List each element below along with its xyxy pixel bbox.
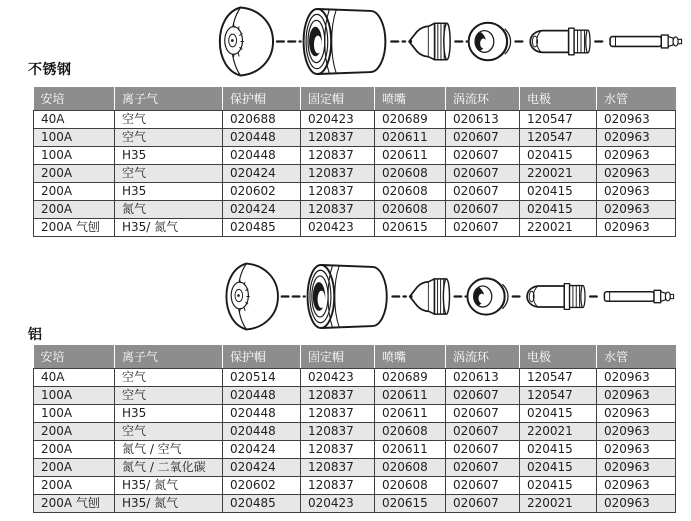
table-cell: 120837	[301, 387, 375, 405]
table-cell: 020415	[520, 201, 597, 219]
table-cell: 020963	[597, 165, 676, 183]
table-cell: 020963	[597, 423, 676, 441]
table-cell: 020611	[375, 405, 446, 423]
table-row	[34, 147, 676, 165]
table-cell: 020448	[223, 405, 301, 423]
table-cell: 020608	[375, 423, 446, 441]
table-cell: 120837	[301, 405, 375, 423]
column-header: 安培	[34, 345, 115, 369]
table-cell: 120837	[301, 165, 375, 183]
table-cell: 200A	[34, 459, 115, 477]
table-cell: 020963	[597, 459, 676, 477]
exploded-parts-diagram-stainless	[207, 2, 684, 81]
table-cell: 020613	[446, 369, 520, 387]
torch-parts-art	[226, 264, 673, 330]
table-row	[34, 405, 676, 423]
table-cell: 空气	[115, 423, 223, 441]
table-cell: 020423	[301, 495, 375, 513]
table-cell: 200A	[34, 423, 115, 441]
column-header: 电极	[520, 87, 597, 111]
table-cell: 120547	[520, 129, 597, 147]
table-cell: 020607	[446, 387, 520, 405]
table-row	[34, 369, 676, 387]
table-cell: 020963	[597, 387, 676, 405]
column-header: 水管	[597, 345, 676, 369]
table-cell: H35	[115, 405, 223, 423]
table-row	[34, 219, 676, 237]
table-row	[34, 441, 676, 459]
table-cell: 020514	[223, 369, 301, 387]
table-row	[34, 495, 676, 513]
table-cell: 120547	[520, 387, 597, 405]
table-cell: 120837	[301, 201, 375, 219]
table-cell: 020963	[597, 441, 676, 459]
table-cell: 020607	[446, 459, 520, 477]
table-row	[34, 129, 676, 147]
table-cell: 020607	[446, 129, 520, 147]
table-cell: 020608	[375, 459, 446, 477]
table-cell: 020448	[223, 129, 301, 147]
table-cell: 氮气 / 二氧化碳	[115, 459, 223, 477]
table-cell: 空气	[115, 387, 223, 405]
table-cell: 120837	[301, 147, 375, 165]
table-cell: 空气	[115, 369, 223, 387]
table-cell: 020415	[520, 477, 597, 495]
table-cell: 020963	[597, 147, 676, 165]
table-cell: 200A 气刨	[34, 219, 115, 237]
table-cell: 120837	[301, 423, 375, 441]
table-cell: 100A	[34, 387, 115, 405]
table-cell: 空气	[115, 165, 223, 183]
table-row	[34, 477, 676, 495]
table-cell: 020415	[520, 405, 597, 423]
table-row	[34, 111, 676, 129]
table-cell: 020602	[223, 183, 301, 201]
column-header: 喷嘴	[375, 345, 446, 369]
table-cell: 020963	[597, 477, 676, 495]
table-cell: 020611	[375, 147, 446, 165]
table-row	[34, 165, 676, 183]
exploded-parts-diagram-aluminum	[214, 258, 676, 335]
parts-table-stainless	[33, 87, 676, 237]
section-title-stainless: 不锈钢	[28, 62, 72, 78]
table-cell: 020613	[446, 111, 520, 129]
table-row	[34, 423, 676, 441]
table-cell: 40A	[34, 369, 115, 387]
column-header: 水管	[597, 87, 676, 111]
table-cell: H35	[115, 147, 223, 165]
table-cell: 020423	[301, 111, 375, 129]
table-cell: 020963	[597, 369, 676, 387]
table-cell: 020415	[520, 147, 597, 165]
table-cell: 020602	[223, 477, 301, 495]
table-cell: 020607	[446, 201, 520, 219]
table-cell: 120837	[301, 477, 375, 495]
table-cell: 020607	[446, 165, 520, 183]
table-cell: 氮气 / 空气	[115, 441, 223, 459]
table-cell: 020611	[375, 387, 446, 405]
table-cell: 020963	[597, 111, 676, 129]
table-cell: 氮气	[115, 201, 223, 219]
table-cell: 020688	[223, 111, 301, 129]
table-cell: H35	[115, 183, 223, 201]
table-cell: 120547	[520, 111, 597, 129]
table-cell: 020608	[375, 201, 446, 219]
header-row	[34, 87, 676, 111]
table-cell: H35/ 氮气	[115, 477, 223, 495]
table-cell: 020448	[223, 147, 301, 165]
table-cell: 020415	[520, 459, 597, 477]
table-cell: H35/ 氮气	[115, 219, 223, 237]
table-cell: 40A	[34, 111, 115, 129]
torch-parts-art	[220, 7, 682, 75]
table-cell: 020485	[223, 495, 301, 513]
table-cell: 020615	[375, 219, 446, 237]
table-cell: 020607	[446, 423, 520, 441]
table-row	[34, 459, 676, 477]
column-header: 安培	[34, 87, 115, 111]
section-title-aluminum: 铝	[28, 327, 43, 343]
table-cell: 200A 气刨	[34, 495, 115, 513]
table-row	[34, 387, 676, 405]
table-cell: 020448	[223, 387, 301, 405]
table-cell: 020963	[597, 495, 676, 513]
column-header: 固定帽	[301, 87, 375, 111]
table-cell: 100A	[34, 129, 115, 147]
table-cell: 020423	[301, 369, 375, 387]
table-cell: 空气	[115, 129, 223, 147]
table-cell: 200A	[34, 183, 115, 201]
table-cell: 020615	[375, 495, 446, 513]
table-cell: 120837	[301, 183, 375, 201]
column-header: 固定帽	[301, 345, 375, 369]
table-cell: 020608	[375, 183, 446, 201]
table-cell: 020963	[597, 201, 676, 219]
column-header: 离子气	[115, 87, 223, 111]
table-cell: 020607	[446, 219, 520, 237]
table-cell: 020963	[597, 129, 676, 147]
table-cell: 020689	[375, 111, 446, 129]
table-cell: 020424	[223, 165, 301, 183]
table-cell: 020607	[446, 183, 520, 201]
table-cell: 120837	[301, 459, 375, 477]
table-cell: 220021	[520, 423, 597, 441]
table-cell: 100A	[34, 405, 115, 423]
table-row	[34, 201, 676, 219]
table-cell: 200A	[34, 441, 115, 459]
table-cell: H35/ 氮气	[115, 495, 223, 513]
column-header: 喷嘴	[375, 87, 446, 111]
column-header: 保护帽	[223, 87, 301, 111]
column-header: 涡流环	[446, 345, 520, 369]
table-cell: 020448	[223, 423, 301, 441]
table-cell: 020963	[597, 219, 676, 237]
table-cell: 120837	[301, 129, 375, 147]
table-cell: 120547	[520, 369, 597, 387]
table-cell: 020485	[223, 219, 301, 237]
table-cell: 200A	[34, 201, 115, 219]
table-cell: 020423	[301, 219, 375, 237]
parts-table-aluminum	[33, 345, 676, 513]
table-cell: 200A	[34, 165, 115, 183]
table-cell: 020608	[375, 165, 446, 183]
table-cell: 020963	[597, 183, 676, 201]
table-cell: 120837	[301, 441, 375, 459]
table-cell: 020424	[223, 459, 301, 477]
column-header: 离子气	[115, 345, 223, 369]
table-cell: 020611	[375, 129, 446, 147]
table-cell: 020963	[597, 405, 676, 423]
column-header: 电极	[520, 345, 597, 369]
table-cell: 020611	[375, 441, 446, 459]
table-cell: 020424	[223, 441, 301, 459]
table-row	[34, 183, 676, 201]
table-cell: 020415	[520, 183, 597, 201]
table-cell: 空气	[115, 111, 223, 129]
column-header: 保护帽	[223, 345, 301, 369]
table-cell: 220021	[520, 495, 597, 513]
table-cell: 100A	[34, 147, 115, 165]
table-cell: 020607	[446, 495, 520, 513]
table-cell: 020415	[520, 441, 597, 459]
table-cell: 020607	[446, 405, 520, 423]
table-cell: 020607	[446, 147, 520, 165]
table-cell: 020689	[375, 369, 446, 387]
table-cell: 020608	[375, 477, 446, 495]
header-row	[34, 345, 676, 369]
column-header: 涡流环	[446, 87, 520, 111]
table-cell: 020607	[446, 477, 520, 495]
table-cell: 020607	[446, 441, 520, 459]
table-cell: 220021	[520, 165, 597, 183]
table-cell: 020424	[223, 201, 301, 219]
table-cell: 200A	[34, 477, 115, 495]
table-cell: 220021	[520, 219, 597, 237]
